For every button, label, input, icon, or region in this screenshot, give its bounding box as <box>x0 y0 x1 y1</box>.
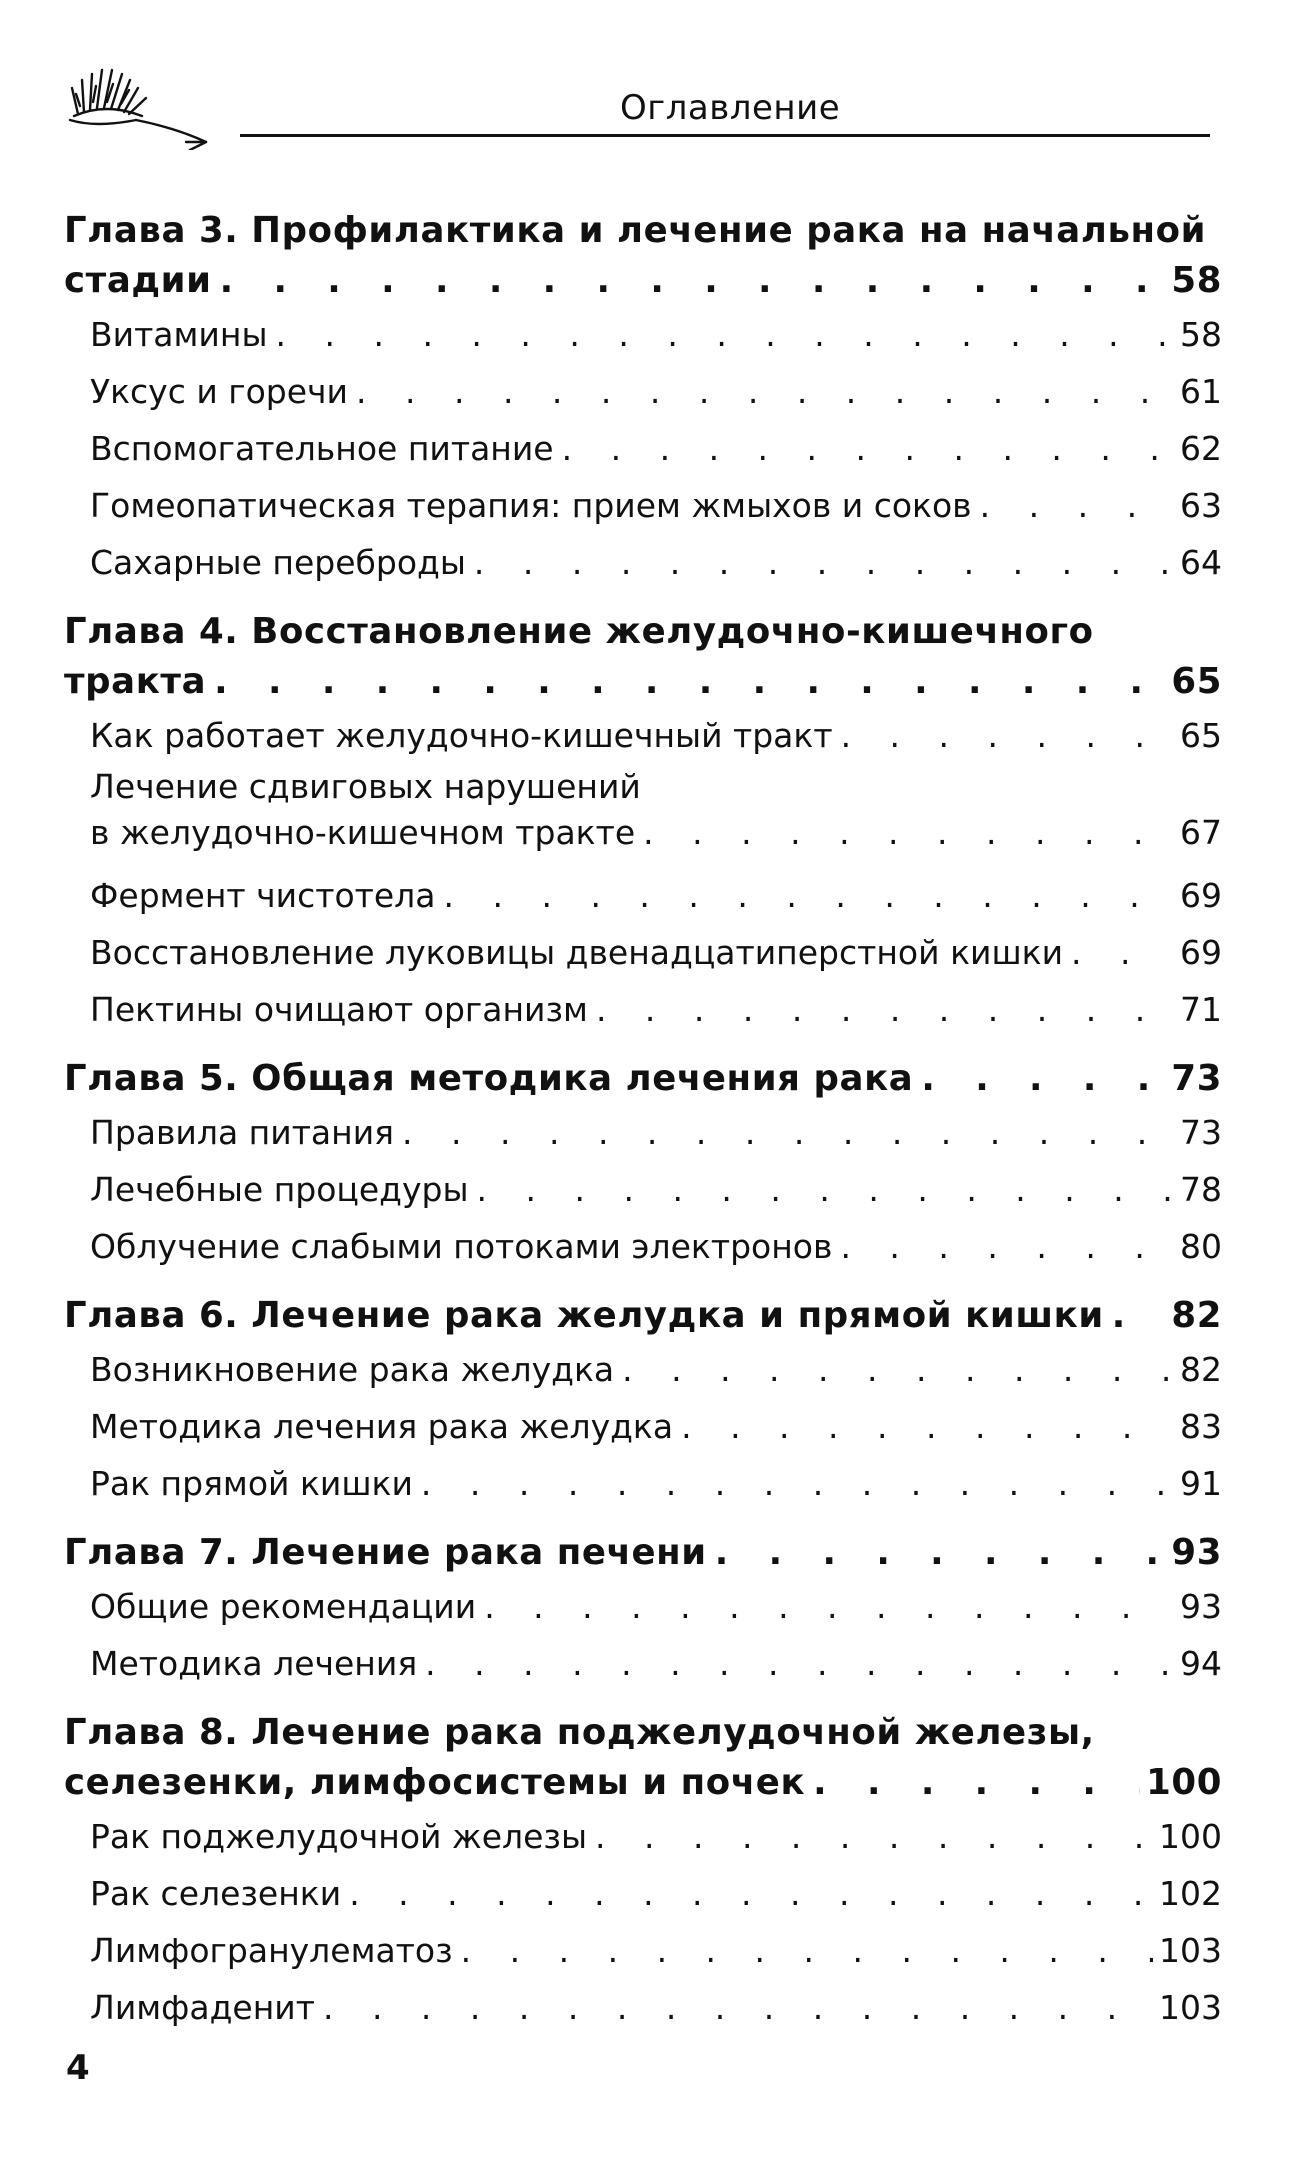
toc-entry[interactable] <box>64 1922 1222 1979</box>
entry-title: Рак прямой кишки <box>90 1464 413 1503</box>
chapter-title-line[interactable]: Глава 3. Профилактика и лечение рака на начальной <box>64 210 1207 251</box>
entry-page-number: 102 <box>1159 1874 1222 1913</box>
toc-entry[interactable] <box>64 1979 1222 2036</box>
entry-title: Методика лечения <box>90 1644 418 1683</box>
entry-title: Правила питания <box>90 1113 395 1152</box>
entry-title: Облучение слабыми потоками электронов <box>90 1227 833 1266</box>
chapter-page-number: 82 <box>1171 1295 1222 1336</box>
toc-entry[interactable] <box>64 1808 1222 1865</box>
toc-entry[interactable] <box>64 1341 1222 1398</box>
entry-page-number: 61 <box>1180 372 1222 411</box>
entry-title: Восстановление луковицы двенадцатиперстной кишки <box>90 933 1064 972</box>
page-number: 4 <box>66 2048 90 2088</box>
chapter-title-line[interactable] <box>64 1528 1222 1578</box>
toc-entry[interactable] <box>64 1161 1222 1218</box>
chapter-5 <box>64 1054 1222 1275</box>
dot-leader <box>841 707 1172 764</box>
chapter-title-text: Глава 5. Общая методика лечения рака <box>64 1058 914 1099</box>
entry-page-number: 91 <box>1180 1464 1222 1503</box>
dot-leader <box>444 867 1173 924</box>
dot-leader <box>1071 924 1172 981</box>
toc-entry[interactable] <box>64 1398 1222 1455</box>
chapter-title-text: селезенки, лимфосистемы и почек <box>64 1762 806 1803</box>
chapter-title-line[interactable] <box>64 256 1222 306</box>
entry-page-number: 82 <box>1180 1350 1222 1389</box>
entry-title: Пектины очищают организм <box>90 990 588 1029</box>
toc-entry[interactable] <box>64 1865 1222 1922</box>
chapter-title-text: Глава 6. Лечение рака желудка и прямой кишки <box>64 1295 1104 1336</box>
chapter-title-text: Глава 7. Лечение рака печени <box>64 1532 707 1573</box>
toc-entry[interactable] <box>64 477 1222 534</box>
table-of-contents <box>64 206 1222 2036</box>
dot-leader <box>681 1398 1172 1455</box>
entry-page-number: 69 <box>1180 876 1222 915</box>
toc-entry[interactable] <box>64 534 1222 591</box>
dot-leader <box>813 1758 1140 1808</box>
chapter-title-line[interactable] <box>64 657 1222 707</box>
entry-page-number: 69 <box>1180 933 1222 972</box>
dot-leader <box>840 1218 1172 1275</box>
dot-leader <box>562 420 1172 477</box>
dot-leader <box>622 1341 1172 1398</box>
chapter-page-number: 73 <box>1171 1058 1222 1099</box>
toc-entry[interactable] <box>64 810 1222 856</box>
entry-title: Фермент чистотела <box>90 876 436 915</box>
chapter-6 <box>64 1291 1222 1512</box>
entry-title: Лимфогранулематоз <box>90 1931 453 1970</box>
chapter-title-line[interactable]: Глава 4. Восстановление желудочно-кишечного <box>64 611 1094 652</box>
dot-leader <box>484 1578 1172 1635</box>
dot-leader <box>461 1922 1153 1979</box>
entry-title: Лечебные процедуры <box>90 1170 469 1209</box>
toc-entry[interactable] <box>64 1635 1222 1692</box>
dot-leader <box>1112 1291 1166 1341</box>
dot-leader <box>425 1635 1172 1692</box>
toc-entry[interactable] <box>64 981 1222 1038</box>
toc-entry[interactable] <box>64 867 1222 924</box>
entry-title: Возникновение рака желудка <box>90 1350 615 1389</box>
entry-page-number: 67 <box>1180 813 1222 852</box>
dot-leader <box>477 1161 1172 1218</box>
toc-entry[interactable] <box>64 1578 1222 1635</box>
chapter-7 <box>64 1528 1222 1692</box>
dot-leader <box>474 534 1172 591</box>
entry-page-number: 62 <box>1180 429 1222 468</box>
entry-page-number: 64 <box>1180 543 1222 582</box>
chapter-page-number: 100 <box>1146 1762 1222 1803</box>
toc-entry[interactable] <box>64 1218 1222 1275</box>
entry-page-number: 73 <box>1180 1113 1222 1152</box>
entry-page-number: 78 <box>1180 1170 1222 1209</box>
toc-entry[interactable] <box>64 420 1222 477</box>
entry-page-number: 103 <box>1159 1931 1222 1970</box>
entry-title: Рак селезенки <box>90 1874 342 1913</box>
toc-entry[interactable] <box>64 1455 1222 1512</box>
dot-leader <box>276 306 1172 363</box>
entry-title-line[interactable]: Лечение сдвиговых нарушений <box>90 767 641 806</box>
toc-entry[interactable] <box>64 363 1222 420</box>
entry-page-number: 80 <box>1180 1227 1222 1266</box>
chapter-page-number: 58 <box>1171 260 1222 301</box>
chapter-title-text: стадии <box>64 260 212 301</box>
chapter-page-number: 93 <box>1171 1532 1222 1573</box>
dot-leader <box>220 256 1166 306</box>
chapter-3 <box>64 206 1222 591</box>
dot-leader <box>421 1455 1172 1512</box>
entry-title: Витамины <box>90 315 268 354</box>
entry-title: Лимфаденит <box>90 1988 315 2027</box>
dot-leader <box>596 981 1172 1038</box>
entry-title: Общие рекомендации <box>90 1587 477 1626</box>
dot-leader <box>980 477 1172 534</box>
header-rule <box>240 134 1210 137</box>
entry-page-number: 65 <box>1180 716 1222 755</box>
toc-entry[interactable] <box>64 1104 1222 1161</box>
dot-leader <box>356 363 1172 420</box>
chapter-title-line[interactable] <box>64 1291 1222 1341</box>
entry-page-number: 103 <box>1159 1988 1222 2027</box>
entry-page-number: 71 <box>1180 990 1222 1029</box>
dot-leader <box>214 657 1165 707</box>
entry-title: Методика лечения рака желудка <box>90 1407 674 1446</box>
toc-entry[interactable] <box>64 306 1222 363</box>
dot-leader <box>323 1979 1153 2036</box>
dot-leader <box>349 1865 1153 1922</box>
chapter-title-line[interactable] <box>64 1758 1222 1808</box>
entry-title: в желудочно-кишечном тракте <box>90 813 636 852</box>
entry-title: Гомеопатическая терапия: прием жмыхов и соков <box>90 486 972 525</box>
chapter-8 <box>64 1708 1222 2036</box>
entry-page-number: 58 <box>1180 315 1222 354</box>
chapter-title-line[interactable]: Глава 8. Лечение рака поджелудочной железы, <box>64 1712 1095 1753</box>
entry-page-number: 83 <box>1180 1407 1222 1446</box>
entry-title: Как работает желудочно-кишечный тракт <box>90 716 833 755</box>
entry-page-number: 63 <box>1180 486 1222 525</box>
toc-entry[interactable] <box>64 707 1222 764</box>
chapter-title-text: тракта <box>64 661 207 702</box>
page-header <box>60 50 1230 150</box>
dot-leader <box>402 1104 1172 1161</box>
entry-title: Вспомогательное питание <box>90 429 554 468</box>
dot-leader <box>643 810 1172 856</box>
chapter-4 <box>64 607 1222 1038</box>
entry-title: Сахарные переброды <box>90 543 466 582</box>
entry-page-number: 94 <box>1180 1644 1222 1683</box>
dot-leader <box>921 1054 1165 1104</box>
entry-page-number: 100 <box>1159 1817 1222 1856</box>
running-title: Оглавление <box>620 88 841 128</box>
entry-page-number: 93 <box>1180 1587 1222 1626</box>
entry-title: Уксус и горечи <box>90 372 349 411</box>
chapter-page-number: 65 <box>1171 661 1222 702</box>
dot-leader <box>595 1808 1153 1865</box>
entry-title: Рак поджелудочной железы <box>90 1817 588 1856</box>
dot-leader <box>715 1528 1166 1578</box>
toc-entry[interactable] <box>64 924 1222 981</box>
chapter-title-line[interactable] <box>64 1054 1222 1104</box>
